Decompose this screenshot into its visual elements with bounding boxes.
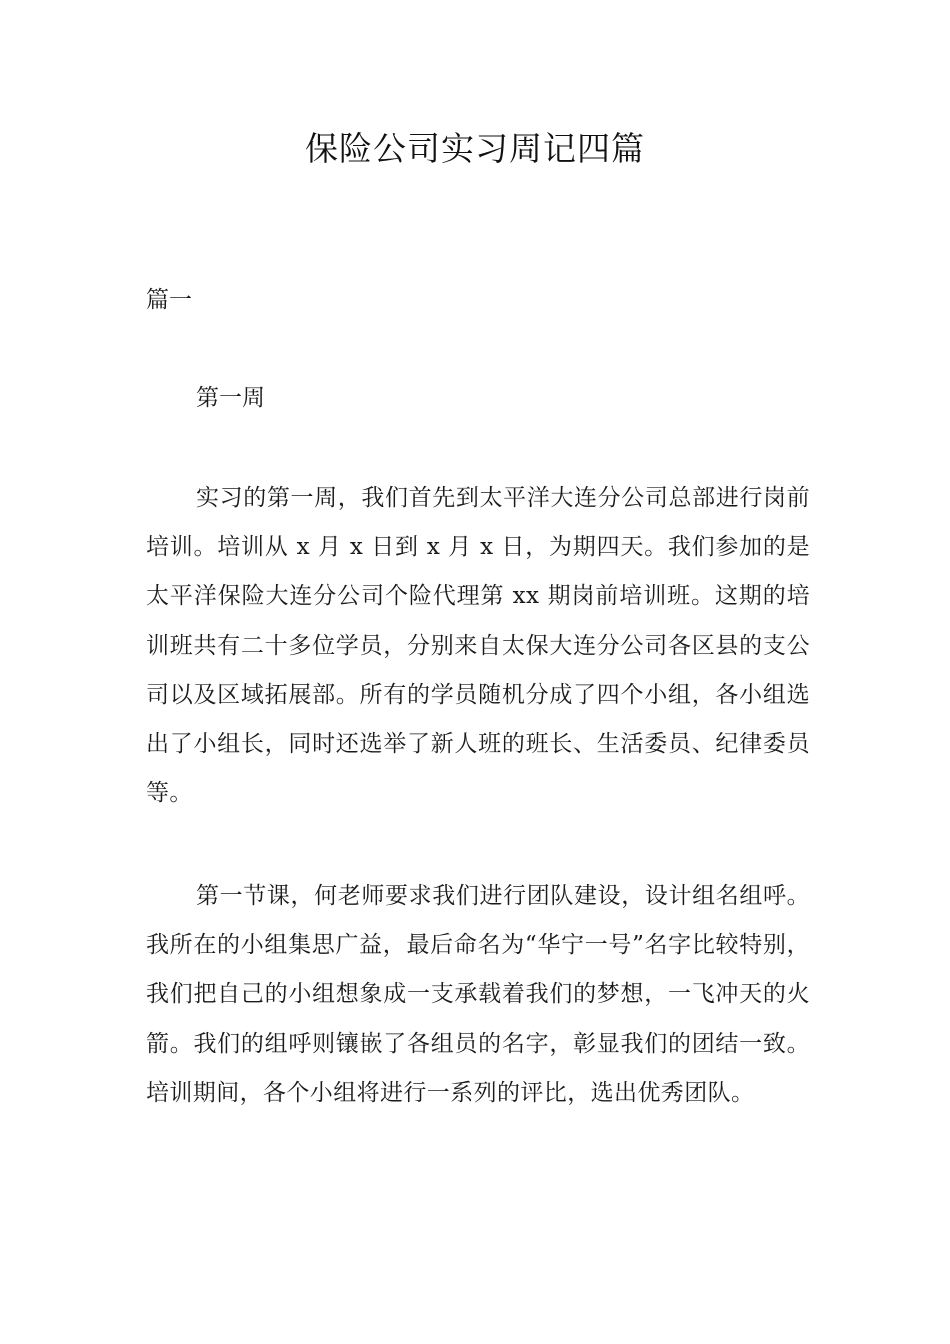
paragraph-week-one-intro: 实习的第一周，我们首先到太平洋大连分公司总部进行岗前培训。培训从 x 月 x 日到 x 月 x 日，为期四天。我们参加的是太平洋保险大连分公司个险代理第 xx 期岗前培训班。这期的培训班共有二十多位学员，分别来自太保大连分公司各区县的支公司以及区域拓展部。所有的学员随机分成了四个小组，各小组选出了小组长，同时还选举了新人班的班长、生活委员、纪律委员等。 <box>146 485 810 807</box>
week-heading: 第一周 <box>196 385 265 411</box>
paragraph-team-building: 第一节课，何老师要求我们进行团队建设，设计组名组呼。我所在的小组集思广益，最后命名为“华宁一号”名字比较特别，我们把自己的小组想象成一支承载着我们的梦想，一飞冲天的火箭。我们的组呼则镶嵌了各组员的名字，彰显我们的团结一致。培训期间，各个小组将进行一系列的评比，选出优秀团队。 <box>146 883 810 1106</box>
section-label: 篇一 <box>146 287 192 313</box>
document-title: 保险公司实习周记四篇 <box>305 129 645 168</box>
